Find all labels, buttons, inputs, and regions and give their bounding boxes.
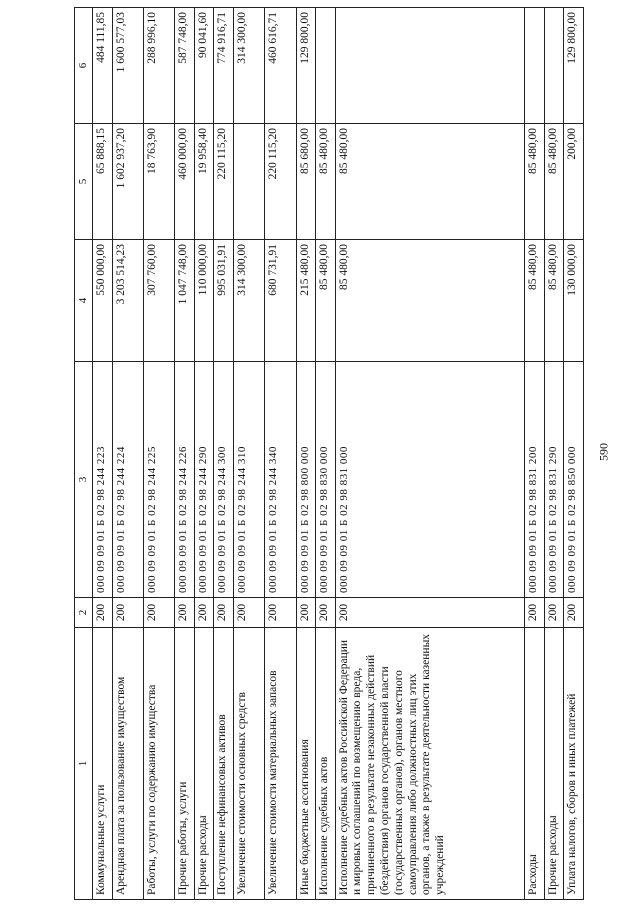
row-remaining <box>316 8 336 124</box>
row-class-code: 000 09 09 01 Б 02 98 244 290 <box>194 362 214 598</box>
table-row <box>214 8 234 900</box>
row-remaining: 1 600 577,03 <box>112 8 143 124</box>
row-executed: 85 480,00 <box>335 124 525 240</box>
row-executed: 85 480,00 <box>525 124 545 240</box>
table-row <box>544 8 564 900</box>
row-approved: 1 047 748,00 <box>175 240 195 362</box>
page-number: 590 <box>596 443 611 461</box>
column-header: 4 <box>75 240 93 362</box>
row-approved: 110 000,00 <box>194 240 214 362</box>
table-row <box>296 8 316 900</box>
column-header: 5 <box>75 124 93 240</box>
row-approved: 550 000,00 <box>93 240 113 362</box>
row-name: Исполнение судебных актов Российской Федерации и мировых соглашений по возмещению вреда, причиненного в результате незаконных действий (бездействия) органов государственной власти (государственных органов), органов местного самоуправления либо должностных лиц этих органов, а также в результате деятельности казенных учреждений <box>335 628 525 900</box>
row-name: Работы, услуги по содержанию имущества <box>144 628 175 900</box>
row-name: Расходы <box>525 628 545 900</box>
table-row <box>144 8 175 900</box>
row-approved: 3 203 514,23 <box>112 240 143 362</box>
row-executed: 460 000,00 <box>175 124 195 240</box>
row-approved: 85 480,00 <box>316 240 336 362</box>
row-name: Прочие расходы <box>194 628 214 900</box>
row-class-code: 000 09 09 01 Б 02 98 244 300 <box>214 362 234 598</box>
row-remaining: 129 800,00 <box>296 8 316 124</box>
row-line-code: 200 <box>175 598 195 628</box>
row-remaining: 314 300,00 <box>234 8 265 124</box>
row-approved: 215 480,00 <box>296 240 316 362</box>
row-class-code: 000 09 09 01 Б 02 98 850 000 <box>564 362 584 598</box>
row-remaining <box>525 8 545 124</box>
row-class-code: 000 09 09 01 Б 02 98 244 223 <box>93 362 113 598</box>
row-name: Увеличение стоимости материальных запасов <box>265 628 296 900</box>
row-class-code: 000 09 09 01 Б 02 98 831 000 <box>335 362 525 598</box>
row-executed: 85 480,00 <box>316 124 336 240</box>
budget-table <box>74 7 584 900</box>
row-approved: 85 480,00 <box>544 240 564 362</box>
row-remaining: 129 800,00 <box>564 8 584 124</box>
row-remaining: 587 748,00 <box>175 8 195 124</box>
row-approved: 130 000,00 <box>564 240 584 362</box>
row-name: Арендная плата за пользование имуществом <box>112 628 143 900</box>
row-approved: 85 480,00 <box>335 240 525 362</box>
row-name: Прочие работы, услуги <box>175 628 195 900</box>
row-remaining <box>335 8 525 124</box>
table-row <box>316 8 336 900</box>
row-line-code: 200 <box>316 598 336 628</box>
row-line-code: 200 <box>544 598 564 628</box>
column-header: 1 <box>75 628 93 900</box>
row-class-code: 000 09 09 01 Б 02 98 244 340 <box>265 362 296 598</box>
column-header: 2 <box>75 598 93 628</box>
row-line-code: 200 <box>296 598 316 628</box>
row-executed: 85 680,00 <box>296 124 316 240</box>
column-header: 3 <box>75 362 93 598</box>
table-row <box>335 8 525 900</box>
row-class-code: 000 09 09 01 Б 02 98 244 225 <box>144 362 175 598</box>
row-approved: 314 300,00 <box>234 240 265 362</box>
row-class-code: 000 09 09 01 Б 02 98 830 000 <box>316 362 336 598</box>
row-executed: 220 115,20 <box>214 124 234 240</box>
row-executed: 65 888,15 <box>93 124 113 240</box>
row-remaining: 460 616,71 <box>265 8 296 124</box>
column-header: 6 <box>75 8 93 124</box>
table-wrapper <box>74 8 584 900</box>
row-line-code: 200 <box>335 598 525 628</box>
row-line-code: 200 <box>144 598 175 628</box>
row-name: Прочие расходы <box>544 628 564 900</box>
table-row <box>234 8 265 900</box>
row-line-code: 200 <box>194 598 214 628</box>
row-approved: 680 731,91 <box>265 240 296 362</box>
row-name: Поступление нефинансовых активов <box>214 628 234 900</box>
row-line-code: 200 <box>214 598 234 628</box>
row-line-code: 200 <box>525 598 545 628</box>
row-class-code: 000 09 09 01 Б 02 98 831 290 <box>544 362 564 598</box>
row-name: Иные бюджетные ассигнования <box>296 628 316 900</box>
row-executed <box>234 124 265 240</box>
row-line-code: 200 <box>265 598 296 628</box>
row-remaining: 484 111,85 <box>93 8 113 124</box>
table-row <box>93 8 113 900</box>
row-remaining <box>544 8 564 124</box>
row-remaining: 288 996,10 <box>144 8 175 124</box>
row-line-code: 200 <box>93 598 113 628</box>
row-name: Коммунальные услуги <box>93 628 113 900</box>
row-approved: 995 031,91 <box>214 240 234 362</box>
row-executed: 1 602 937,20 <box>112 124 143 240</box>
table-row <box>564 8 584 900</box>
row-line-code: 200 <box>112 598 143 628</box>
row-name: Исполнение судебных актов <box>316 628 336 900</box>
row-name: Уплата налогов, сборов и иных платежей <box>564 628 584 900</box>
row-executed: 220 115,20 <box>265 124 296 240</box>
row-executed: 85 480,00 <box>544 124 564 240</box>
row-remaining: 774 916,71 <box>214 8 234 124</box>
row-class-code: 000 09 09 01 Б 02 98 244 310 <box>234 362 265 598</box>
table-row <box>525 8 545 900</box>
row-remaining: 90 041,60 <box>194 8 214 124</box>
header-row <box>75 8 93 900</box>
row-line-code: 200 <box>234 598 265 628</box>
table-row <box>265 8 296 900</box>
row-class-code: 000 09 09 01 Б 02 98 244 226 <box>175 362 195 598</box>
row-executed: 19 958,40 <box>194 124 214 240</box>
row-name: Увеличение стоимости основных средств <box>234 628 265 900</box>
row-class-code: 000 09 09 01 Б 02 98 244 224 <box>112 362 143 598</box>
row-class-code: 000 09 09 01 Б 02 98 831 200 <box>525 362 545 598</box>
table-row <box>194 8 214 900</box>
row-line-code: 200 <box>564 598 584 628</box>
table-row <box>175 8 195 900</box>
row-executed: 18 763,90 <box>144 124 175 240</box>
row-approved: 307 760,00 <box>144 240 175 362</box>
table-row <box>112 8 143 900</box>
row-executed: 200,00 <box>564 124 584 240</box>
row-approved: 85 480,00 <box>525 240 545 362</box>
row-class-code: 000 09 09 01 Б 02 98 800 000 <box>296 362 316 598</box>
